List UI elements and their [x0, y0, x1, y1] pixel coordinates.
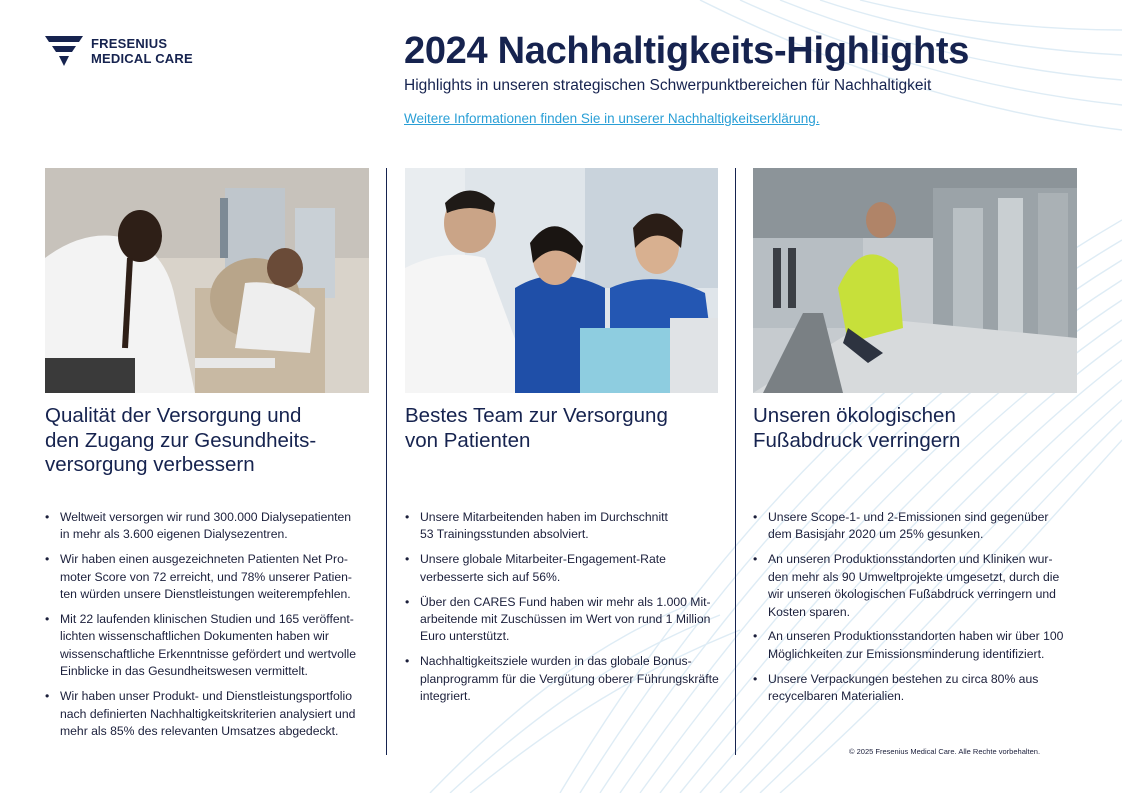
bullet-list-best-team: [405, 509, 719, 713]
photo-care-team: [405, 168, 718, 393]
column-divider-2: [735, 168, 736, 755]
heading-line: von Patienten: [405, 428, 531, 452]
sustainability-statement-link[interactable]: Weitere Informationen finden Sie in unserer Nachhaltigkeitserklärung.: [404, 111, 820, 126]
logo-line-2: MEDICAL CARE: [91, 51, 193, 66]
heading-line: Bestes Team zur Versorgung: [405, 404, 668, 427]
bullet-line: wissenschaftliche Erkenntnisse gefördert und wertvolle: [60, 646, 357, 661]
column-heading-care-quality: [45, 404, 316, 478]
heading-line: Qualität der Versorgung und: [45, 404, 302, 427]
bullet-list-ecological-footprint: [753, 509, 1063, 713]
page-subtitle: Highlights in unseren strategischen Schwerpunktbereichen für Nachhaltigkeit: [404, 77, 932, 94]
bullet-line: • Weltweit versorgen wir rund 300.000 Dialysepatienten: [60, 510, 352, 524]
page-title: 2024 Nachhaltigkeits-Highlights: [404, 30, 970, 72]
copyright-notice: © 2025 Fresenius Medical Care. Alle Rechte vorbehalten.: [849, 747, 1041, 756]
bullet-item: [45, 551, 356, 603]
heading-line: den Zugang zur Gesundheits-: [45, 428, 317, 452]
bullet-item: [405, 551, 719, 586]
bullet-line: Einblicke in das Gesundheitswesen vermittelt.: [60, 664, 308, 679]
bullet-item: [45, 688, 356, 740]
bullet-line: Möglichkeiten zur Emissionsminderung identifiziert.: [768, 646, 1045, 661]
bullet-line: • Unsere Verpackungen bestehen zu circa 80% aus: [768, 671, 1039, 686]
bullet-line: • Unsere Scope-1- und 2-Emissionen sind gegenüber: [768, 510, 1049, 524]
photo-dialysis-care: [45, 168, 369, 393]
column-divider-1: [386, 168, 387, 755]
bullet-item: [753, 628, 1063, 663]
bullet-line: 53 Trainingsstunden absolviert.: [420, 527, 589, 542]
heading-line: versorgung verbessern: [45, 453, 255, 476]
bullet-line: • Über den CARES Fund haben wir mehr als 1.000 Mit-: [420, 594, 711, 609]
bullet-list-care-quality: [45, 509, 356, 748]
bullet-line: arbeitende mit Zuschüssen im Wert von rund 1 Million: [420, 612, 711, 627]
bullet-item: [45, 611, 356, 681]
bullet-item: [753, 551, 1063, 621]
logo-wordmark: [91, 36, 193, 66]
bullet-item: [405, 594, 719, 646]
bullet-item: [753, 509, 1063, 544]
bullet-line: verbesserte sich auf 56%.: [420, 569, 561, 584]
bullet-line: • Unsere Mitarbeitenden haben im Durchschnitt: [420, 510, 668, 524]
bullet-line: dem Basisjahr 2020 um 25% gesunken.: [768, 527, 984, 542]
bullet-line: wir unseren ökologischen Fußabdruck verringern und: [768, 587, 1056, 602]
bullet-line: planprogramm für die Vergütung oberer Führungskräfte: [420, 671, 719, 686]
logo-line-1: FRESENIUS: [91, 36, 168, 51]
bullet-line: in mehr als 3.600 eigenen Dialysezentren.: [60, 527, 288, 542]
bullet-item: [405, 653, 719, 705]
column-heading-ecological-footprint: [753, 404, 960, 453]
bullet-line: lichten wissenschaftlichen Dokumenten haben wir: [60, 629, 329, 644]
bullet-line: • Wir haben unser Produkt- und Dienstleistungsportfolio: [60, 689, 352, 704]
fresenius-logo: [45, 36, 193, 66]
bullet-line: mehr als 85% des relevanten Umsatzes abgedeckt.: [60, 723, 339, 738]
bullet-line: moter Score von 72 erreicht, und 78% unserer Patien-: [60, 569, 352, 584]
bullet-line: • Wir haben einen ausgezeichneten Patienten Net Pro-: [60, 552, 348, 567]
bullet-line: • Nachhaltigkeitsziele wurden in das globale Bonus-: [420, 654, 692, 669]
bullet-line: • Unsere globale Mitarbeiter-Engagement-Rate: [420, 552, 666, 567]
bullet-item: [753, 671, 1063, 706]
bullet-line: • An unseren Produktionsstandorten und Kliniken wur-: [768, 552, 1053, 567]
column-heading-best-team: [405, 404, 668, 453]
bullet-line: recycelbaren Materialien.: [768, 689, 905, 704]
bullet-line: • An unseren Produktionsstandorten haben wir über 100: [768, 629, 1064, 644]
heading-line: Fußabdruck verringern: [753, 428, 961, 452]
bullet-line: • Mit 22 laufenden klinischen Studien und 165 veröffent-: [60, 612, 354, 627]
bullet-line: den mehr als 90 Umweltprojekte umgesetzt, durch die: [768, 569, 1060, 584]
photo-production-plant: [753, 168, 1077, 393]
bullet-line: integriert.: [420, 689, 471, 704]
bullet-line: ten würden unsere Dienstleistungen weiterempfehlen.: [60, 587, 351, 602]
bullet-item: [45, 509, 356, 544]
heading-line: Unseren ökologischen: [753, 404, 956, 427]
bullet-line: Kosten sparen.: [768, 604, 850, 619]
bullet-line: Euro unterstützt.: [420, 629, 510, 644]
fresenius-logo-mark-icon: [45, 36, 83, 66]
bullet-item: [405, 509, 719, 544]
bullet-line: nach definierten Nachhaltigkeitskriterien analysiert und: [60, 706, 356, 721]
